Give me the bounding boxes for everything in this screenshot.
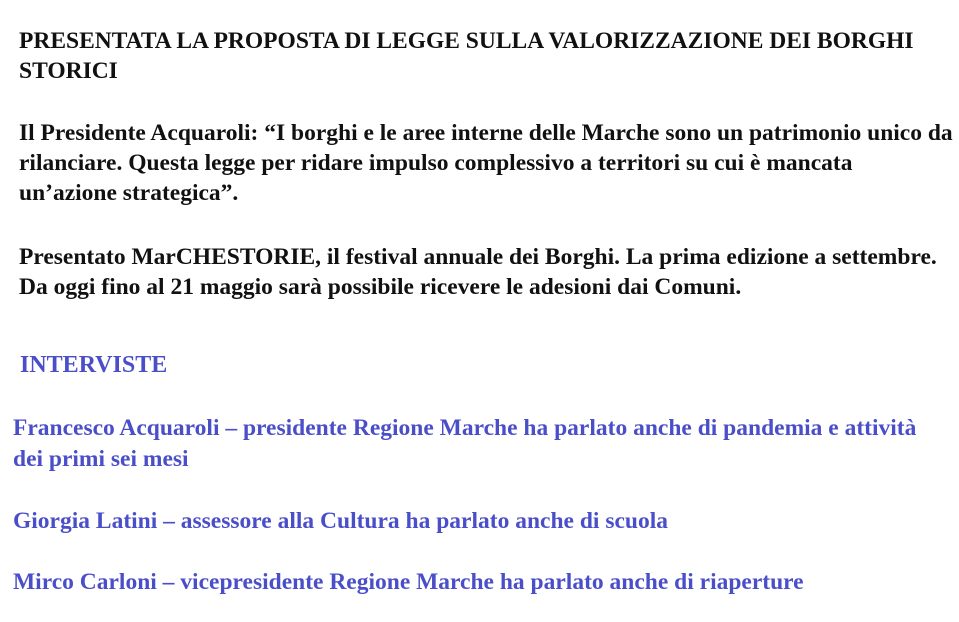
interviews-heading: INTERVISTE: [20, 352, 168, 378]
article-lead-festival: Presentato MarCHESTORIE, il festival annuale dei Borghi. La prima edizione a settembre. Da oggi fino al 21 maggio sarà possibile ricevere le adesioni dai Comuni.: [19, 244, 937, 300]
interview-link-acquaroli[interactable]: Francesco Acquaroli – presidente Regione Marche ha parlato anche di pandemia e attività dei primi sei mesi: [13, 415, 917, 472]
article-lead-quote: Il Presidente Acquaroli: “I borghi e le aree interne delle Marche sono un patrimonio unico da rilanciare. Questa legge per ridare impulso complessivo a territori su cui è mancata un’azione strategica”.: [19, 120, 953, 206]
article-title: PRESENTATA LA PROPOSTA DI LEGGE SULLA VALORIZZAZIONE DEI BORGHI STORICI: [19, 28, 914, 84]
interview-link-carloni[interactable]: Mirco Carloni – vicepresidente Regione Marche ha parlato anche di riaperture: [13, 569, 804, 595]
interview-link-latini[interactable]: Giorgia Latini – assessore alla Cultura ha parlato anche di scuola: [13, 508, 668, 534]
